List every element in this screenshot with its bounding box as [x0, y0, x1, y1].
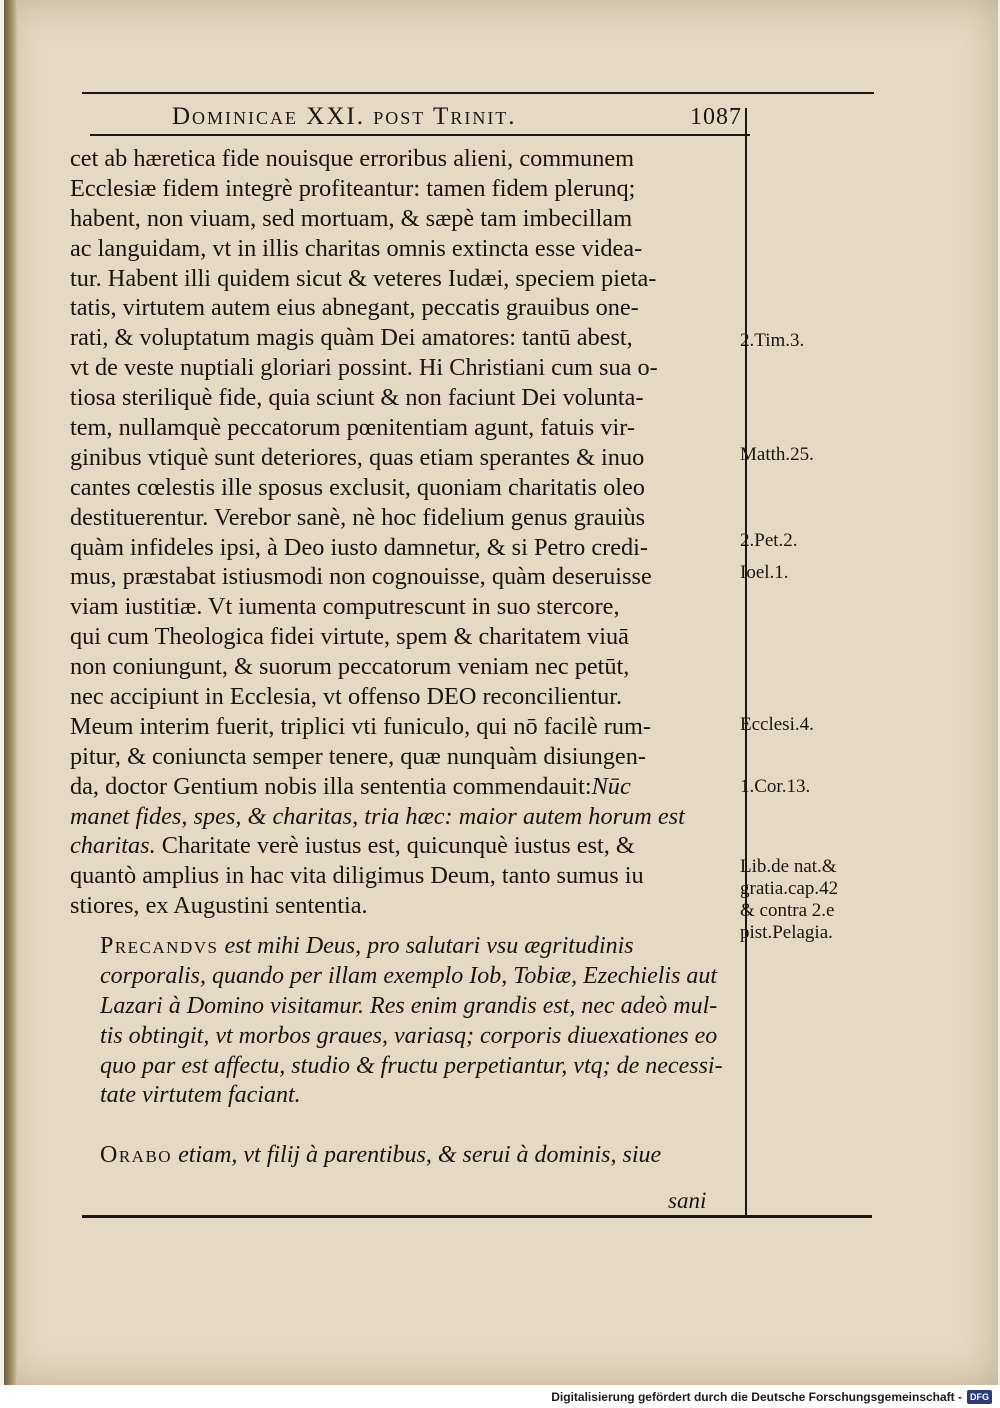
text-line: quantò amplius in hac vita diligimus Deum, tanto sumus iu: [70, 862, 644, 890]
main-text-block: [70, 144, 732, 921]
quote-line: manet fides, spes, & charitas, tria hæc: maior autem horum est: [70, 802, 685, 830]
text-line: non coniungunt, & suorum peccatorum veniam nec petūt,: [70, 653, 630, 681]
text-line: tatis, virtutem autem eius abnegant, peccatis grauibus one-: [70, 294, 639, 322]
text-line: ac languidam, vt in illis charitas omnis extincta esse videa-: [70, 234, 643, 262]
digitization-footer: [0, 1385, 1000, 1408]
text-line: tem, nullamquè peccatorum pœnitentiam agunt, fatuis vir-: [70, 414, 635, 442]
prayer-line: quo par est affectu, studio & fructu perpetiantur, vtq; de necessi-: [100, 1052, 723, 1079]
text-line-after-quote: [70, 831, 732, 861]
text-line: cantes cœlestis ille sposus exclusit, quoniam charitatis oleo: [70, 473, 645, 501]
text-line: tur. Habent illi quidem sicut & veteres Iudæi, speciem pieta-: [70, 264, 657, 292]
margin-note-ecclesi: Ecclesi.4.: [740, 714, 814, 735]
margin-note-2pet: 2.Pet.2.: [740, 530, 798, 551]
margin-note-gratia: gratia.cap.42: [740, 878, 839, 899]
margin-note-1cor: 1.Cor.13.: [740, 776, 811, 797]
page-number: 1087: [690, 104, 742, 130]
prayer-line: [100, 932, 712, 962]
text-line: tiosa steriliquè fide, quia sciunt & non faciunt Dei volunta-: [70, 384, 644, 412]
text-line: stiores, ex Augustini sententia.: [70, 892, 368, 920]
text-line: habent, non viuam, sed mortuam, & sæpè tam imbecillam: [70, 204, 633, 232]
prayer-text: est mihi Deus, pro salutari vsu ægritudinis: [218, 933, 634, 959]
orabo-lead-word: Orabo: [100, 1142, 173, 1168]
orabo-line: [100, 1140, 712, 1170]
prayer-line: corporalis, quando per illam exemplo Iob, Tobiæ, Ezechielis aut: [100, 962, 718, 989]
text-line: nec accipiunt in Ecclesia, vt offenso DEO reconcilientur.: [70, 683, 623, 711]
margin-note-2tim: 2.Tim.3.: [740, 330, 805, 351]
catchword: sani: [668, 1188, 707, 1213]
running-title: Dominicae XXI. post Trinit.: [172, 103, 517, 130]
text-line: Meum interim fuerit, triplici vti funiculo, qui nō facilè rum-: [70, 712, 651, 740]
prayer-line: tate virtutem faciant.: [100, 1082, 301, 1109]
page-binding-edge: [4, 0, 18, 1385]
margin-note-contra: & contra 2.e: [740, 900, 835, 921]
prayer-line: Lazari à Domino visitamur. Res enim grandis est, nec adeò mul-: [100, 992, 718, 1019]
text-line: viam iustitiæ. Vt iumenta computrescunt in suo stercore,: [70, 593, 620, 621]
dfg-logo-icon: DFG: [967, 1390, 992, 1404]
text-span: da, doctor Gentium nobis illa sententia commendauit:: [70, 772, 592, 800]
funding-credit: Digitalisierung gefördert durch die Deutsche Forschungsgemeinschaft -: [551, 1389, 962, 1404]
text-line: mus, præstabat istiusmodi non cognouisse, quàm deseruisse: [70, 563, 652, 591]
text-line: pitur, & coniuncta semper tenere, quæ nunquàm disiungen-: [70, 742, 646, 770]
prayer-lead-word: Precandvs: [100, 933, 219, 959]
footer-rule: [82, 1215, 872, 1218]
quote-start: Nūc: [591, 772, 631, 800]
text-line: ginibus vtiquè sunt deteriores, quas etiam sperantes & inuo: [70, 443, 645, 471]
orabo-text: etiam, vt filij à parentibus, & serui à dominis, siue: [172, 1142, 662, 1168]
running-header: [172, 103, 742, 139]
text-line: rati, & voluptatum magis quàm Dei amatores: tantū abest,: [70, 324, 633, 352]
header-top-rule: [82, 92, 874, 94]
text-line-with-quote: [70, 772, 732, 802]
text-line: destituerentur. Verebor sanè, nè hoc fidelium genus grauiùs: [70, 503, 646, 531]
text-line: quàm infideles ipsi, à Deo iusto damnetur, & si Petro credi-: [70, 533, 648, 561]
text-span: Charitate verè iustus est, quicunquè iustus est, &: [155, 832, 635, 860]
margin-note-matth: Matth.25.: [740, 444, 814, 465]
text-line: cet ab hæretica fide nouisque erroribus alieni, communem: [70, 145, 635, 172]
text-line: Ecclesiæ fidem integrè profiteantur: tamen fidem plerunq;: [70, 174, 636, 202]
prayer-paragraph: [100, 932, 723, 1111]
margin-column-rule: [745, 108, 747, 1218]
margin-note-lib: Lib.de nat.&: [740, 856, 837, 877]
margin-note-pelagia: pist.Pelagia.: [740, 922, 833, 943]
prayer-line: tis obtingit, vt morbos graues, variasq; corporis diuexationes eo: [100, 1022, 718, 1049]
margin-note-ioel: Ioel.1.: [740, 562, 789, 583]
orabo-paragraph: [100, 1140, 712, 1170]
text-line: qui cum Theologica fidei virtute, spem & charitatem viuā: [70, 623, 629, 651]
text-line: vt de veste nuptiali gloriari possint. Hi Christiani cum sua o-: [70, 354, 658, 382]
quote-end: charitas.: [70, 832, 156, 860]
